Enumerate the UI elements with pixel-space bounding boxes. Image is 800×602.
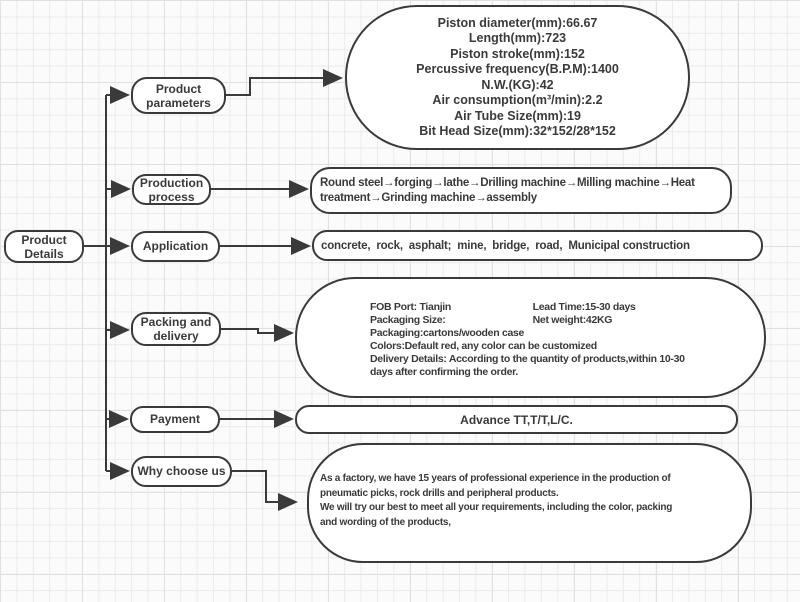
packing-row	[370, 301, 764, 314]
process-line: Round steel→forging→lathe→Drilling machine→Milling machine→Heat	[320, 177, 695, 189]
param-line: Piston stroke(mm):152	[450, 46, 585, 61]
root-node-product-details	[4, 230, 84, 263]
param-line: Bit Head Size(mm):32*152/28*152	[419, 124, 616, 138]
param-line: Air Tube Size(mm):19	[454, 108, 581, 123]
payment-text: Advance TT,T/T,L/C.	[460, 412, 573, 427]
packaging-size-text: Packaging Size:	[370, 314, 446, 326]
net-weight-text: Net weight:42KG	[532, 314, 613, 326]
branch-node-production-process	[132, 174, 211, 205]
content-product-parameters	[345, 5, 690, 150]
delivery-details-text: Delivery Details: According to the quantity of products,within 10-30	[370, 353, 685, 365]
branch-label: Product parameters	[146, 81, 211, 110]
why-content-connector	[232, 471, 294, 502]
product-parameters-content-connector	[226, 78, 339, 95]
process-line: treatment→Grinding machine→assembly	[320, 192, 537, 204]
fob-port-text: FOB Port: Tianjin	[370, 301, 452, 313]
param-line: Percussive frequency(B.P.M):1400	[416, 62, 619, 76]
branch-node-application	[131, 231, 220, 262]
lead-time-text: Lead Time:15-30 days	[532, 301, 636, 313]
packing-row	[370, 314, 764, 327]
content-why-choose-us	[307, 443, 752, 563]
why-line: As a factory, we have 15 years of professional experience in the production of	[320, 473, 671, 484]
root-node-label: Product Details	[21, 232, 67, 261]
why-line: pneumatic picks, rock drills and peripheral products.	[320, 487, 559, 499]
delivery-details-text: days after confirming the order.	[370, 366, 518, 378]
branch-node-why-choose-us	[131, 456, 232, 487]
why-line: We will try our best to meet all your requirements, including the color, packing	[320, 502, 673, 513]
packing-content-connector	[221, 329, 290, 333]
content-production-process	[310, 167, 732, 214]
branch-node-product-parameters	[131, 77, 226, 114]
branch-label: Why choose us	[137, 464, 226, 478]
branch-node-packing-delivery	[131, 312, 221, 346]
content-payment	[295, 405, 738, 434]
content-packing-delivery	[295, 277, 766, 398]
branch-label: Packing and delivery	[140, 315, 212, 343]
branch-label: Application	[142, 239, 209, 253]
branch-label: Production process	[139, 175, 204, 204]
application-text: concrete, rock, asphalt; mine, bridge, road, Municipal construction	[321, 239, 690, 252]
branch-label: Payment	[149, 412, 201, 426]
colors-text: Colors:Default red, any color can be customized	[370, 340, 597, 352]
param-line: N.W.(KG):42	[481, 77, 554, 92]
param-line: Piston diameter(mm):66.67	[437, 15, 598, 30]
packaging-text: Packaging:cartons/wooden case	[370, 327, 525, 339]
param-line: Length(mm):723	[468, 31, 567, 45]
why-line: and wording of the products,	[320, 516, 451, 528]
param-line: Air consumption(m³/min):2.2	[432, 93, 603, 107]
branch-node-payment	[130, 406, 220, 433]
content-application	[312, 230, 763, 261]
